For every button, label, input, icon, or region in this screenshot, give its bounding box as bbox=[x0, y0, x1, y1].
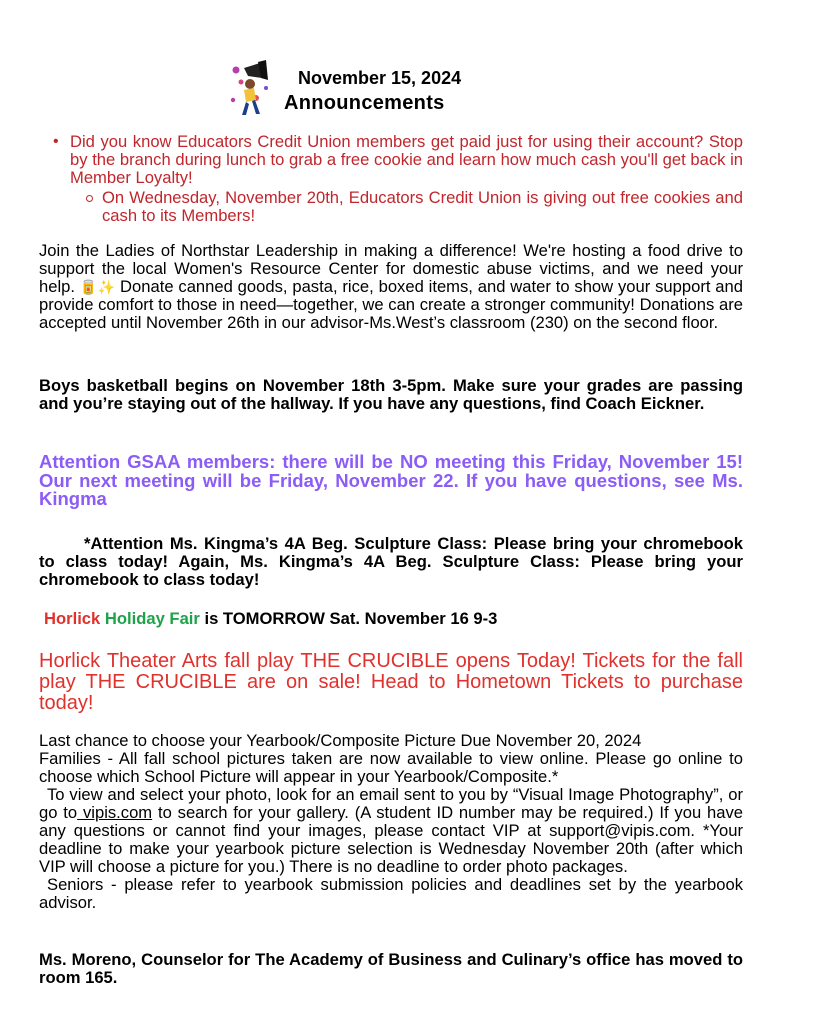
credit-union-list bbox=[39, 133, 743, 225]
crucible-announcement: Horlick Theater Arts fall play THE CRUCIBLE opens Today! Tickets for the fall play THE CRUCIBLE are on sale! Head to Hometown Tickets to purchase today! bbox=[39, 650, 743, 714]
list-item bbox=[102, 189, 743, 225]
counselor-announcement: Ms. Moreno, Counselor for The Academy of Business and Culinary’s office has moved to room 165. bbox=[39, 950, 743, 987]
food-drive-text: Join the Ladies of Northstar Leadership in making a difference! We're hosting a food drive to support the local Women's Resource Center for domestic abuse victims, and we need your help. bbox=[39, 241, 743, 296]
gsaa-announcement: Attention GSAA members: there will be NO meeting this Friday, November 15! Our next meeting will be Friday, November 22. If you have questions, see Ms. Kingma bbox=[39, 451, 743, 509]
basketball-announcement: Boys basketball begins on November 18th 3-5pm. Make sure your grades are passing and you’re staying out of the hallway. If you have any questions, find Coach Eickner. bbox=[39, 376, 743, 413]
food-drive-paragraph bbox=[39, 242, 743, 332]
header bbox=[228, 60, 528, 118]
holiday-fair-word-horlick: Horlick bbox=[44, 609, 101, 628]
yearbook-seniors-text: Seniors - please refer to yearbook submission policies and deadlines set by the yearbook advisor. bbox=[39, 875, 743, 912]
sculpture-announcement: *Attention Ms. Kingma’s 4A Beg. Sculpture Class: Please bring your chromebook to class today! Again, Ms. Kingma’s 4A Beg. Sculpture Class: Please bring your chromebook to class today! bbox=[39, 534, 743, 589]
yearbook-deadline-line: Last chance to choose your Yearbook/Composite Picture Due November 20, 2024 bbox=[39, 731, 642, 750]
canned-food-sparkle-icon: 🥫✨ bbox=[79, 279, 116, 295]
credit-union-sublist bbox=[70, 189, 743, 225]
vipis-link[interactable]: vipis.com bbox=[77, 803, 153, 822]
yearbook-view-text-continued: to search for your gallery. (A student ID number may be required.) If you have any questions or cannot find your images, please contact VIP at support@vipis.com. *Your deadline to make your yearbook picture selection is Wednesday November 20th (after which VIP will choose a picture for you.) There is no deadline to order photo packages. bbox=[39, 803, 743, 876]
credit-union-sub-bullet: On Wednesday, November 20th, Educators Credit Union is giving out free cookies and cash to its Members! bbox=[102, 188, 743, 225]
holiday-fair-announcement bbox=[44, 610, 748, 628]
yearbook-families-text: Families - All fall school pictures taken are now available to view online. Please go online to choose which School Picture will appear in your Yearbook/Composite.* bbox=[39, 749, 743, 786]
list-item bbox=[70, 133, 743, 225]
credit-union-bullet: Did you know Educators Credit Union members get paid just for using their account? Stop by the branch during lunch to grab a free cookie and learn how much cash you'll get back in Member Loyalty! bbox=[70, 132, 743, 187]
holiday-fair-word-holiday-fair: Holiday Fair bbox=[104, 609, 200, 628]
yearbook-announcement bbox=[39, 732, 743, 912]
yearbook-view-text: To view and select your photo, look for an email sent to you by “Visual Image Photography”, or go to bbox=[39, 785, 743, 822]
yearbook-view-instructions bbox=[39, 786, 743, 876]
page-title: Announcements bbox=[284, 92, 445, 114]
food-drive-text-continued: Donate canned goods, pasta, rice, boxed items, and water to show your support and provide comfort to those in need—together, we can create a stronger community! Donations are accepted until November 26th in our advisor-Ms.West’s classroom (230) on the second floor. bbox=[39, 277, 743, 332]
announcement-date: November 15, 2024 bbox=[298, 68, 462, 88]
megaphone-person-icon bbox=[228, 60, 272, 116]
holiday-fair-details: is TOMORROW Sat. November 16 9-3 bbox=[199, 609, 498, 628]
